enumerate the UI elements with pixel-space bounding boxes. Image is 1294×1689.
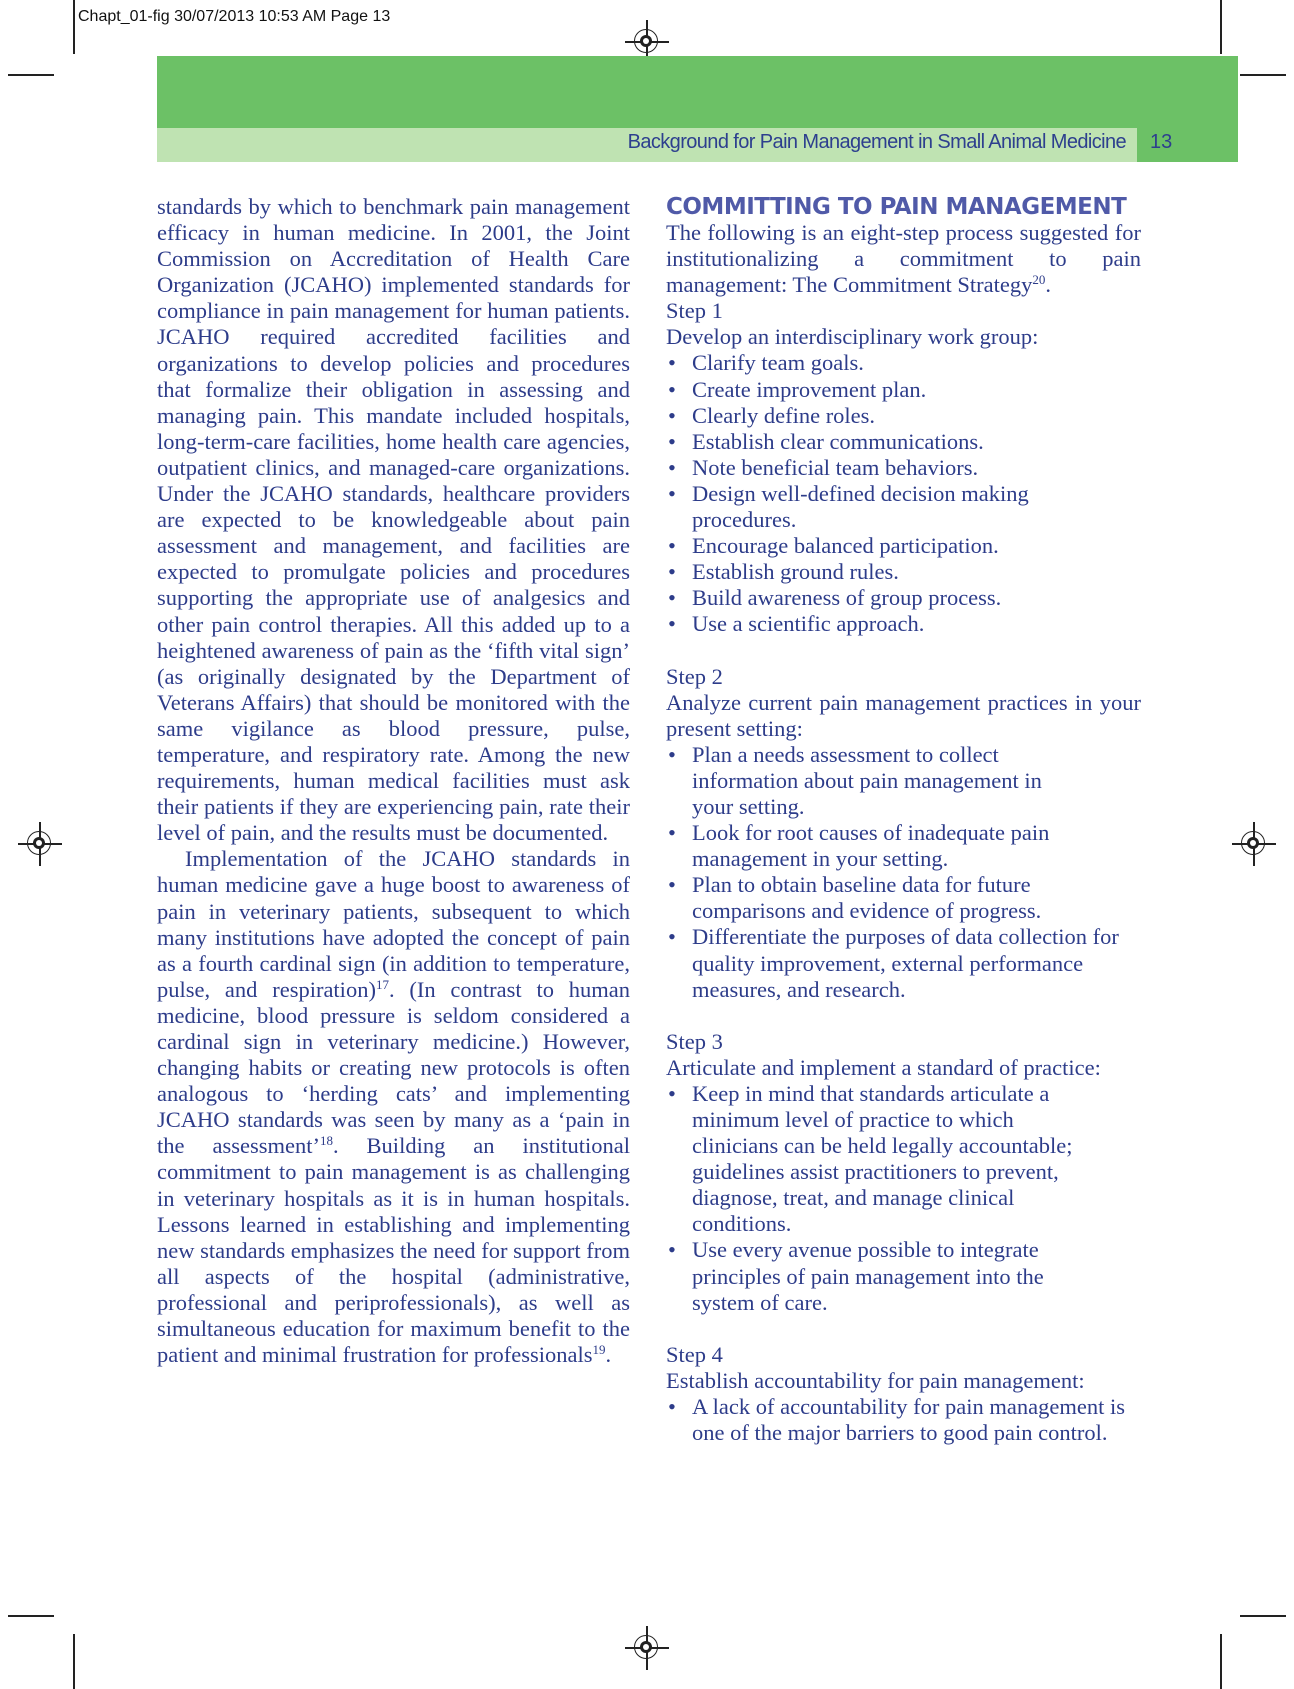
body-paragraph: standards by which to benchmark pain management efficacy in human medicine. In 2001, the Joint Commission on Accreditation of Health Care Organization (JCAHO) implemented standards for compliance in pain management for human patients. JCAHO required accredited facilities and organizations to develop policies and procedures that formalize their obligation in assessing and managing pain. This mandate included hospitals, long-term-care facilities, home health care agencies, outpatient clinics, and managed-care organizations. Under the JCAHO standards, healthcare providers are expected to be knowledgeable about pain assessment and management, and facilities are expected to promulgate policies and procedures supporting the appropriate use of analgesics and other pain control therapies. All this added up to a heightened awareness of pain as the ‘fifth vital sign’ (as originally designated by the Department of Veterans Affairs) that should be monitored with the same vigilance as blood pressure, pulse, temperature, and respiratory rate. Among the new requirements, human medical facilities must ask their patients if they are experiencing pain, rate their level of pain, and the results must be documented.: [157, 194, 630, 846]
step-block: [666, 664, 1141, 1003]
step-lead: Develop an interdisciplinary work group:: [666, 324, 1039, 350]
step-bullet-list: [666, 350, 1141, 637]
intro-paragraph: [666, 220, 1141, 298]
crop-mark-top-right-h: [1240, 74, 1286, 76]
text-run: .: [1045, 272, 1052, 298]
bullet-item: • Use every avenue possible to integrate principles of pain management into the system of care.: [666, 1237, 1141, 1315]
bullet-item: • Plan to obtain baseline data for future comparisons and evidence of progress.: [666, 872, 1141, 924]
crop-mark-top-left-v: [73, 0, 75, 54]
print-slug: Chapt_01-fig 30/07/2013 10:53 AM Page 13: [78, 8, 391, 25]
bullet-item: • Clearly define roles.: [666, 403, 1141, 429]
step-lead: Analyze current pain management practices in your present setting:: [666, 689, 1141, 741]
section-heading: COMMITTING TO PAIN MANAGEMENT: [666, 194, 1127, 220]
bullet-item: • Keep in mind that standards articulate a minimum level of practice to which clinicians can be held legally accountable; guidelines assist practitioners to prevent, diagnose, treat, and manage clinical conditions.: [666, 1081, 1141, 1238]
bullet-item: • Look for root causes of inadequate pain management in your setting.: [666, 820, 1141, 872]
text-run: The following is an eight-step process suggested for institutionalizing a commitment to pain management: The Commitment Strategy: [666, 220, 1141, 298]
reference-superscript: 18: [319, 1133, 333, 1149]
step-title: Step 2: [666, 663, 723, 689]
header-band: [157, 56, 1238, 128]
step-lead: Articulate and implement a standard of practice:: [666, 1054, 1101, 1080]
step-title: Step 1: [666, 298, 723, 324]
crop-mark-bottom-left-v: [73, 1634, 75, 1689]
bullet-item: • Plan a needs assessment to collect information about pain management in your setting.: [666, 742, 1141, 820]
reference-superscript: 19: [592, 1342, 606, 1358]
step-lead: Establish accountability for pain management:: [666, 1367, 1085, 1393]
step-title: Step 4: [666, 1341, 723, 1367]
bullet-item: • A lack of accountability for pain management is one of the major barriers to good pain control.: [666, 1394, 1141, 1446]
step-bullet-list: [666, 1394, 1141, 1446]
step-bullet-list: [666, 742, 1141, 1003]
step-block: [666, 298, 1141, 637]
registration-mark-left: [18, 822, 62, 866]
reference-superscript: 20: [1032, 272, 1046, 288]
bullet-item: • Establish clear communications.: [666, 429, 1141, 455]
bullet-item: • Note beneficial team behaviors.: [666, 455, 1141, 481]
step-block: [666, 1029, 1141, 1316]
crop-mark-bottom-left-h: [8, 1615, 54, 1617]
reference-superscript: 17: [375, 976, 389, 992]
body-paragraph: [157, 846, 630, 1368]
crop-mark-bottom-right-h: [1240, 1615, 1286, 1617]
registration-mark-right: [1232, 822, 1276, 866]
text-run: .: [605, 1342, 612, 1368]
bullet-item: • Build awareness of group process.: [666, 585, 1141, 611]
bullet-item: • Design well-defined decision making procedures.: [666, 481, 1141, 533]
bullet-item: • Clarify team goals.: [666, 350, 1141, 376]
bullet-item: • Use a scientific approach.: [666, 611, 1141, 637]
text-run: . (In contrast to human medicine, blood pressure is seldom considered a cardinal sign in veterinary medicine.) However, changing habits or creating new protocols is often analogous to ‘herding cats’ and implementing JCAHO standards was seen by many as a ‘pain in the assessment’: [157, 976, 630, 1159]
step-bullet-list: [666, 1081, 1141, 1316]
running-title: Background for Pain Management in Small Animal Medicine: [627, 131, 1126, 153]
crop-mark-bottom-right-v: [1220, 1634, 1222, 1689]
bullet-item: • Encourage balanced participation.: [666, 533, 1141, 559]
page-number: 13: [1150, 131, 1173, 153]
step-title: Step 3: [666, 1028, 723, 1054]
right-column: [666, 194, 1141, 1446]
step-block: [666, 1342, 1141, 1446]
bullet-item: • Differentiate the purposes of data collection for quality improvement, external performance measures, and research.: [666, 924, 1141, 1002]
registration-mark-bottom: [625, 1626, 669, 1670]
crop-mark-top-left-h: [8, 74, 54, 76]
crop-mark-top-right-v: [1220, 0, 1222, 54]
text-run: Implementation of the JCAHO standards in human medicine gave a huge boost to awareness of pain in veterinary patients, subsequent to which many institutions have adopted the concept of pain as a fourth cardinal sign (in addition to temperature, pulse, and respiration): [157, 846, 630, 1002]
bullet-item: • Establish ground rules.: [666, 559, 1141, 585]
bullet-item: • Create improvement plan.: [666, 377, 1141, 403]
left-column: [157, 194, 630, 1368]
text-run: . Building an institutional commitment to pain management is as challenging in veterinary hospitals as it is in human hospitals. Lessons learned in establishing and implementing new standards emphasizes the need for support from all aspects of the hospital (administrative, professional and periprofessionals), as well as simultaneous education for maximum benefit to the patient and minimal frustration for professionals: [157, 1133, 631, 1368]
